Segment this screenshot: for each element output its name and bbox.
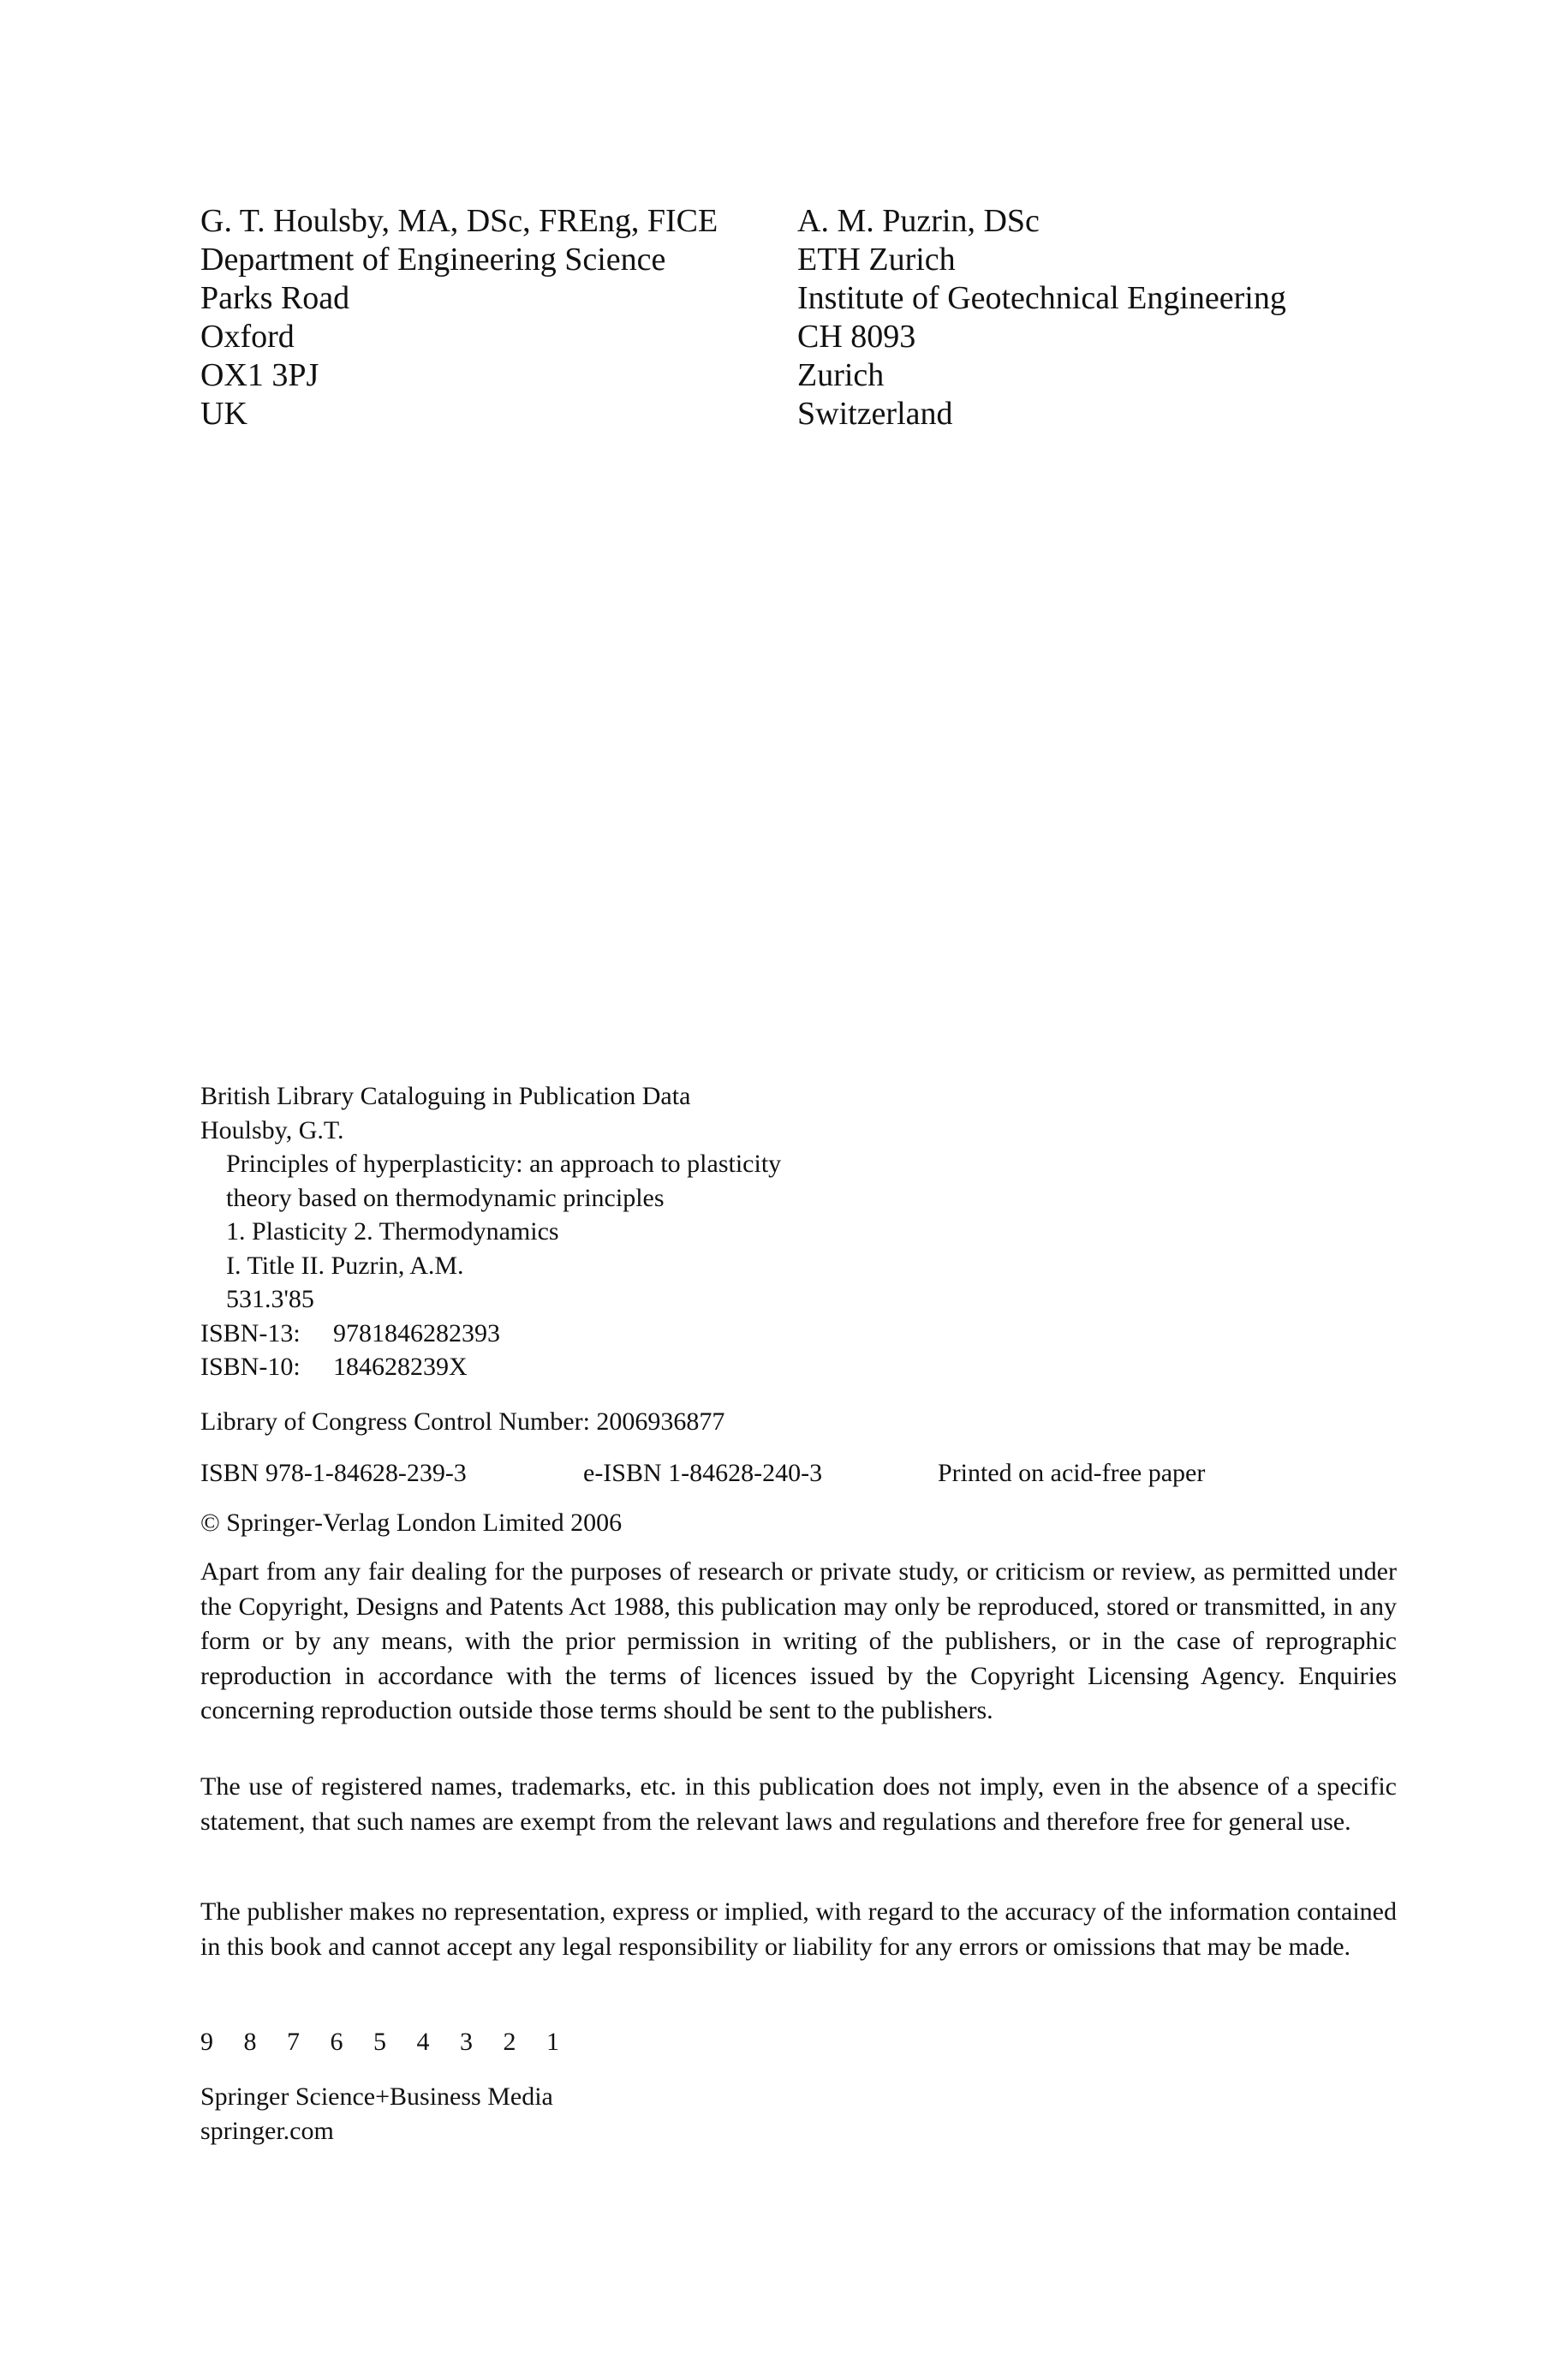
cip-title-line-1: Principles of hyperplasticity: an approach to plasticity [226,1150,782,1178]
copyright-notice: © Springer-Verlag London Limited 2006 [200,1509,623,1537]
cip-isbn10 [200,1350,971,1384]
author-city: Oxford [200,319,295,355]
cip-entries: I. Title II. Puzrin, A.M. [226,1251,464,1280]
cip-heading: British Library Cataloguing in Publication Data [200,1082,691,1110]
cip-title-line-2: theory based on thermodynamic principles [226,1183,665,1212]
author-postcode: CH 8093 [797,319,916,355]
isbn10-label: ISBN-10: [200,1353,301,1381]
cataloguing-data [200,1079,971,1384]
author-department: Institute of Geotechnical Engineering [797,280,1286,316]
isbn10-value: 184628239X [333,1353,468,1381]
author-name: G. T. Houlsby, MA, DSc, FREng, FICE [200,203,718,239]
publisher-name: Springer Science+Business Media [200,2082,553,2111]
publisher-block [200,2080,553,2148]
author-country: UK [200,396,247,432]
author-street: Parks Road [200,280,350,316]
author-address-houlsby [200,202,748,433]
print-line: 9 8 7 6 5 4 3 2 1 [200,2028,571,2056]
trademarks-paragraph: The use of registered names, trademarks, etc. in this publication does not imply, even in the absence of a specific statement, that such names are exempt from the relevant laws and regulations and therefore free for general use. [200,1772,1397,1836]
publisher-website: springer.com [200,2117,334,2145]
isbn13-value: 9781846282393 [333,1318,500,1347]
cip-isbn13 [200,1317,971,1351]
author-postcode: OX1 3PJ [200,357,319,393]
isbn-electronic: e-ISBN 1-84628-240-3 [583,1459,823,1487]
cip-subjects: 1. Plasticity 2. Thermodynamics [226,1217,559,1246]
isbn13-label: ISBN-13: [200,1318,301,1347]
rights-paragraph: Apart from any fair dealing for the purposes of research or private study, or criticism or review, as permitted under the Copyright, Designs and Patents Act 1988, this publication may only be reproduced, stored or transmitted, in any form or by any means, with the prior permission in writing of the publishers, or in the case of reprographic reproduction in accordance with the terms of licences issued by the Copyright Licensing Agency. Enquiries concerning reproduction outside those terms should be sent to the publishers. [200,1557,1397,1724]
author-country: Switzerland [797,396,953,432]
author-city: Zurich [797,357,885,393]
author-address-puzrin [797,202,1397,433]
author-institution: ETH Zurich [797,242,956,278]
cip-author: Houlsby, G.T. [200,1115,344,1144]
acid-free-notice: Printed on acid-free paper [938,1459,1206,1487]
isbn-line [200,1456,1399,1491]
author-name: A. M. Puzrin, DSc [797,203,1040,239]
isbn-print: ISBN 978-1-84628-239-3 [200,1459,467,1487]
lccn: Library of Congress Control Number: 2006936877 [200,1407,725,1436]
liability-paragraph: The publisher makes no representation, express or implied, with regard to the accuracy of the information contained in this book and cannot accept any legal responsibility or liability for any errors or omissions that may be made. [200,1897,1397,1961]
cip-classification: 531.3'85 [226,1285,314,1313]
author-department: Department of Engineering Science [200,242,666,278]
